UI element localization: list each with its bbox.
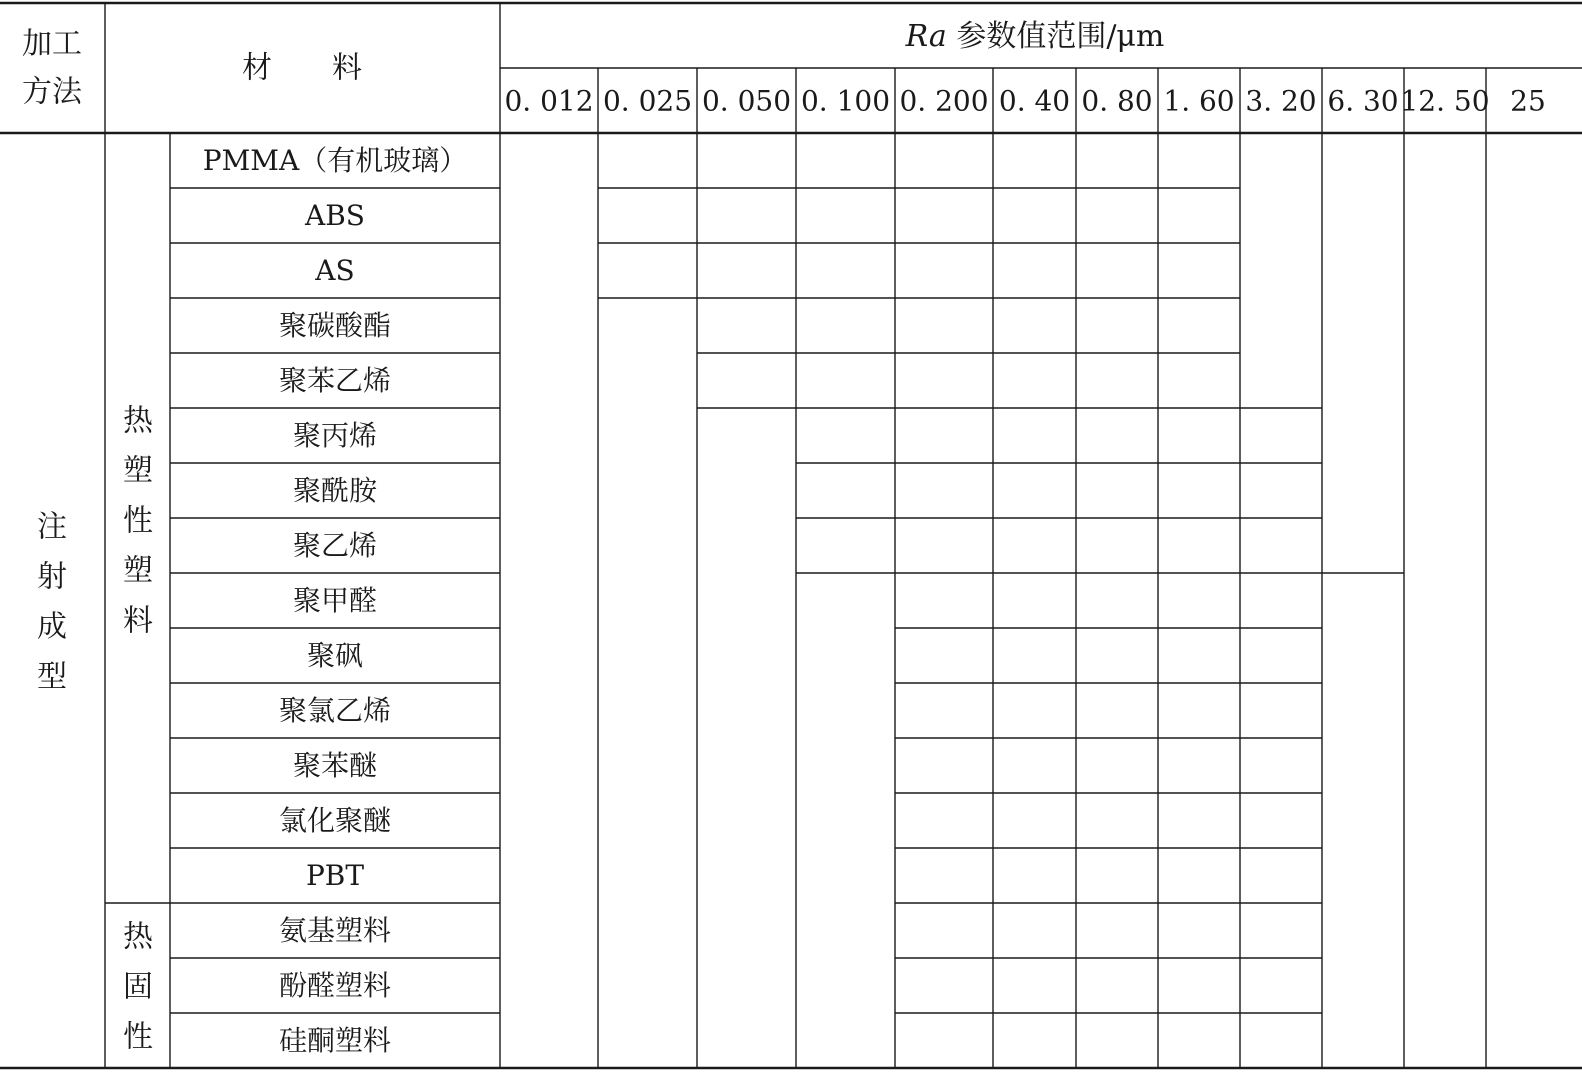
- ra-value-header: 0. 80: [1081, 84, 1153, 118]
- material-name: 聚甲醛: [292, 584, 378, 617]
- material-name: AS: [315, 254, 355, 287]
- ra-value-header: 12. 50: [1400, 84, 1490, 118]
- ra-value-header: 0. 025: [602, 84, 693, 118]
- material-name: 聚碳酸酯: [278, 309, 392, 342]
- method-header-line2: 方法: [22, 74, 82, 110]
- table-texts: [22, 19, 1546, 1058]
- ra-value-header: 3. 20: [1245, 84, 1317, 118]
- method-label-char: 射: [37, 559, 67, 595]
- ra-value-header: 0. 40: [998, 84, 1071, 118]
- ra-value-header: 0. 050: [701, 84, 792, 118]
- group-thermoplastic-char: 料: [123, 603, 153, 639]
- material-name: ABS: [305, 199, 365, 232]
- ra-range-label: 参数值范围/μm: [946, 18, 1165, 54]
- material-name: 聚苯醚: [292, 749, 378, 782]
- ra-value-header: 6. 30: [1327, 84, 1399, 118]
- material-name: 氯化聚醚: [278, 804, 392, 837]
- ra-value-header: 1. 60: [1163, 84, 1235, 118]
- material-name: 聚乙烯: [292, 529, 378, 562]
- group-thermoplastic-char: 热: [123, 403, 153, 439]
- material-name: 聚酰胺: [292, 474, 378, 507]
- material-name: PMMA（有机玻璃）: [202, 144, 468, 177]
- material-header: 材 料: [242, 50, 362, 86]
- method-label-char: 成: [37, 609, 67, 645]
- ra-value-header: 0. 012: [504, 84, 594, 118]
- material-name: 聚砜: [306, 639, 364, 672]
- group-thermoset-char: 性: [123, 1019, 153, 1055]
- ra-value-header: 0. 200: [899, 84, 989, 118]
- ra-range-header: [905, 19, 1165, 54]
- group-thermoplastic-char: 性: [123, 503, 153, 539]
- material-name: 硅酮塑料: [278, 1024, 392, 1057]
- material-name: 聚氯乙烯: [278, 694, 392, 727]
- material-name: PBT: [305, 859, 365, 892]
- method-label-char: 注: [37, 509, 67, 545]
- ra-symbol: Ra: [905, 18, 947, 54]
- method-label-char: 型: [37, 659, 67, 695]
- method-header-line1: 加工: [22, 26, 82, 62]
- group-thermoset-char: 固: [123, 969, 153, 1005]
- group-thermoplastic-char: 塑: [123, 453, 153, 489]
- material-name: 聚丙烯: [292, 419, 378, 452]
- ra-value-header: 25: [1510, 84, 1546, 118]
- group-thermoset-char: 热: [123, 919, 153, 955]
- group-thermoplastic-char: 塑: [123, 553, 153, 589]
- material-name: 酚醛塑料: [278, 969, 392, 1002]
- material-name: 聚苯乙烯: [278, 364, 392, 397]
- ra-value-header: 0. 100: [800, 84, 891, 118]
- material-name: 氨基塑料: [278, 914, 392, 947]
